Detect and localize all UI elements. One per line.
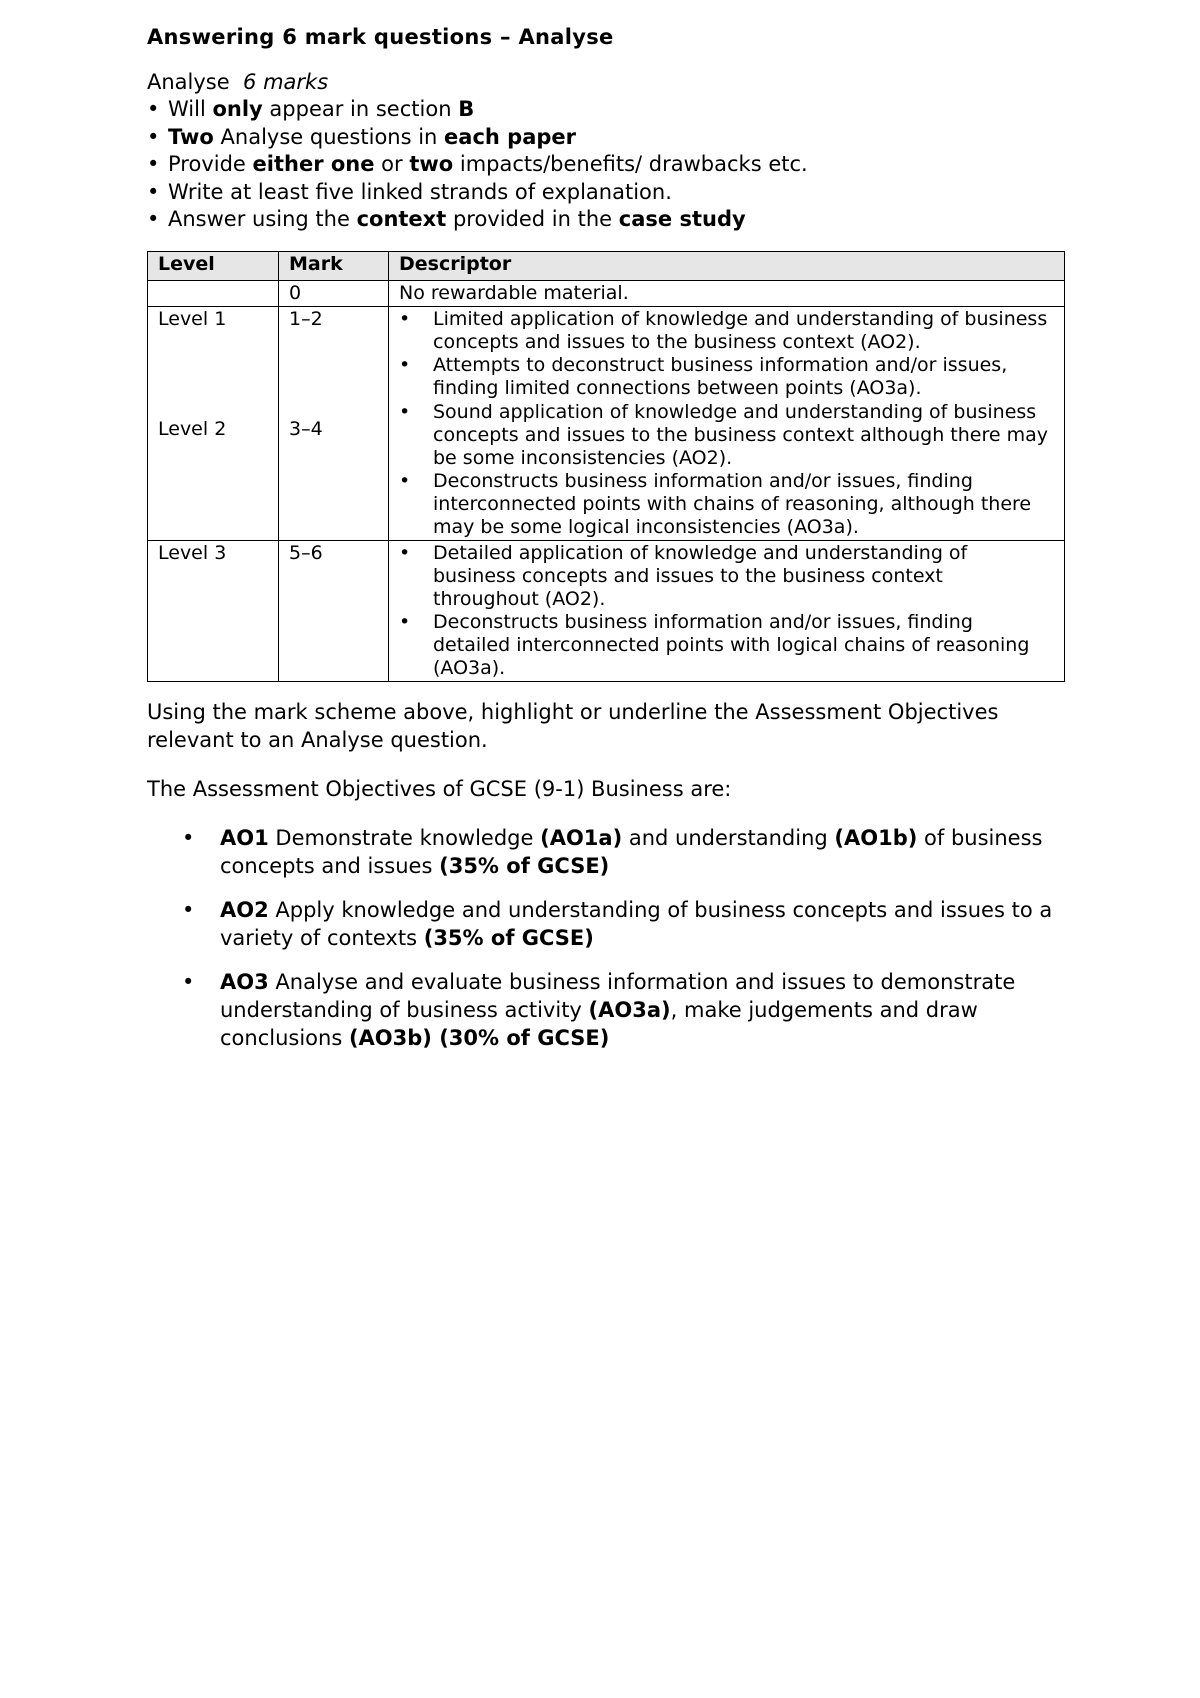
bullet-icon: • [147,97,160,121]
text: impacts/benefits/ drawbacks etc. [453,152,808,177]
level-cell [148,306,279,540]
bold-text: only [212,97,263,121]
bullet-icon: • [147,152,160,177]
bold-text: case study [618,207,746,232]
bullet-icon: • [399,610,411,633]
list-item [147,96,1067,124]
text: or [374,152,410,177]
list-item [147,179,1067,207]
bold-text: two [409,152,454,177]
bold-text: Two [168,124,214,149]
bold-text: (AO1a) [540,825,623,850]
list-item [147,151,1067,179]
level1-label: Level 1 [158,307,227,330]
mark-cell [279,306,389,540]
header-level: Level [148,251,279,280]
descriptor-text: Detailed application of knowledge and understanding of business concepts and issues to the business context throughout (AO2). [433,541,968,610]
page-title: Answering 6 mark questions – Analyse [147,25,614,49]
table-row [148,540,1065,681]
bullet-icon: • [399,353,411,376]
document-page [147,22,1067,1068]
header-descriptor: Descriptor [389,251,1065,280]
descriptor-item [399,542,1054,611]
descriptor-item [399,308,1054,354]
mark-scheme-table [147,251,1065,682]
bold-text: AO3 [220,969,269,994]
descriptor-item [399,611,1054,680]
bullet-icon: • [147,124,160,149]
text: Analyse and evaluate business information and issues to demonstrate understanding of business activity [220,969,1016,1022]
bullet-icon: • [399,469,411,492]
bold-text: either one [252,152,375,177]
bold-text: B [458,97,475,121]
descriptor-item [399,401,1054,470]
bold-text: (AO3a) [588,997,671,1022]
text: Provide [168,152,253,177]
bold-text: AO1 [220,825,269,850]
bullet-icon: • [399,400,411,423]
bullet-icon: • [147,179,160,204]
descriptor-text: Deconstructs business information and/or issues, finding interconnected points with chains of reasoning, although there may be some logical inconsistencies (AO3a). [433,469,1032,538]
intro-section [147,68,1067,234]
bullet-icon: • [147,207,160,232]
table-row [148,306,1065,540]
level2-descriptor-list [399,401,1054,539]
analyse-label: Analyse [147,70,230,94]
instruction-text: Using the mark scheme above, highlight or underline the Assessment Objectives relevant to an Analyse question. [147,699,999,752]
descriptor-cell [389,540,1065,681]
descriptor-text: Limited application of knowledge and understanding of business concepts and issues to the business context (AO2). [433,307,1048,353]
list-item [147,968,1067,1052]
bold-text: context [356,207,447,232]
table-header-row [148,251,1065,280]
bullet-icon: • [399,307,411,330]
bold-text: (AO3b) (30% of GCSE) [348,1025,610,1050]
level2-mark: 3–4 [289,417,323,440]
list-item [147,896,1067,952]
row0-descriptor: No rewardable material. [389,280,1065,306]
intro-bullet-list [147,96,1067,234]
assessment-objectives-list [147,824,1067,1052]
level3-descriptor-list [399,542,1054,680]
bold-text: (35% of GCSE) [423,925,594,950]
descriptor-text: Deconstructs business information and/or issues, finding detailed interconnected points with logical chains of reasoning (AO3a). [433,610,1030,679]
bold-text: each paper [444,124,577,149]
text: appear in section [262,97,459,121]
bullet-icon: • [182,969,195,994]
text: Answer using the [168,207,357,232]
descriptor-cell [389,306,1065,540]
row0-level [148,280,279,306]
level1-descriptor-list [399,308,1054,400]
ao-intro-text: The Assessment Objectives of GCSE (9-1) Business are: [147,776,732,801]
list-item [147,124,1067,152]
bullet-icon: • [182,825,195,850]
analyse-heading [147,68,1067,96]
descriptor-text: Sound application of knowledge and understanding of business concepts and issues to the business context although there may be some inconsistencies (AO2). [433,400,1048,469]
text: Write at least five linked strands of explanation. [168,179,672,204]
bullet-icon: • [399,541,411,564]
bold-text: (AO1b) [834,825,918,850]
bold-text: (35% of GCSE) [439,853,610,878]
text: provided in the [446,207,619,232]
list-item [147,206,1067,234]
marks-label: 6 marks [243,70,329,94]
text: , make judgements and draw conclusions [220,997,978,1050]
bold-text: AO2 [220,897,269,922]
descriptor-item [399,470,1054,539]
bullet-icon: • [182,897,195,922]
text: of business concepts and issues [220,825,1043,878]
text: and understanding [622,825,835,850]
row0-mark: 0 [279,280,389,306]
descriptor-item [399,354,1054,400]
descriptor-text: Attempts to deconstruct business information and/or issues, finding limited connections between points (AO3a). [433,353,1008,399]
text: Analyse questions in [213,124,445,149]
text: Will [168,97,213,121]
level3-mark: 5–6 [279,540,389,681]
level2-label: Level 2 [158,417,227,440]
list-item [147,824,1067,880]
level1-mark: 1–2 [289,307,323,330]
header-mark: Mark [279,251,389,280]
table-row [148,280,1065,306]
text: Apply knowledge and understanding of business concepts and issues to a variety of contexts [220,897,1053,950]
level3-label: Level 3 [148,540,279,681]
text: Demonstrate knowledge [268,825,541,850]
